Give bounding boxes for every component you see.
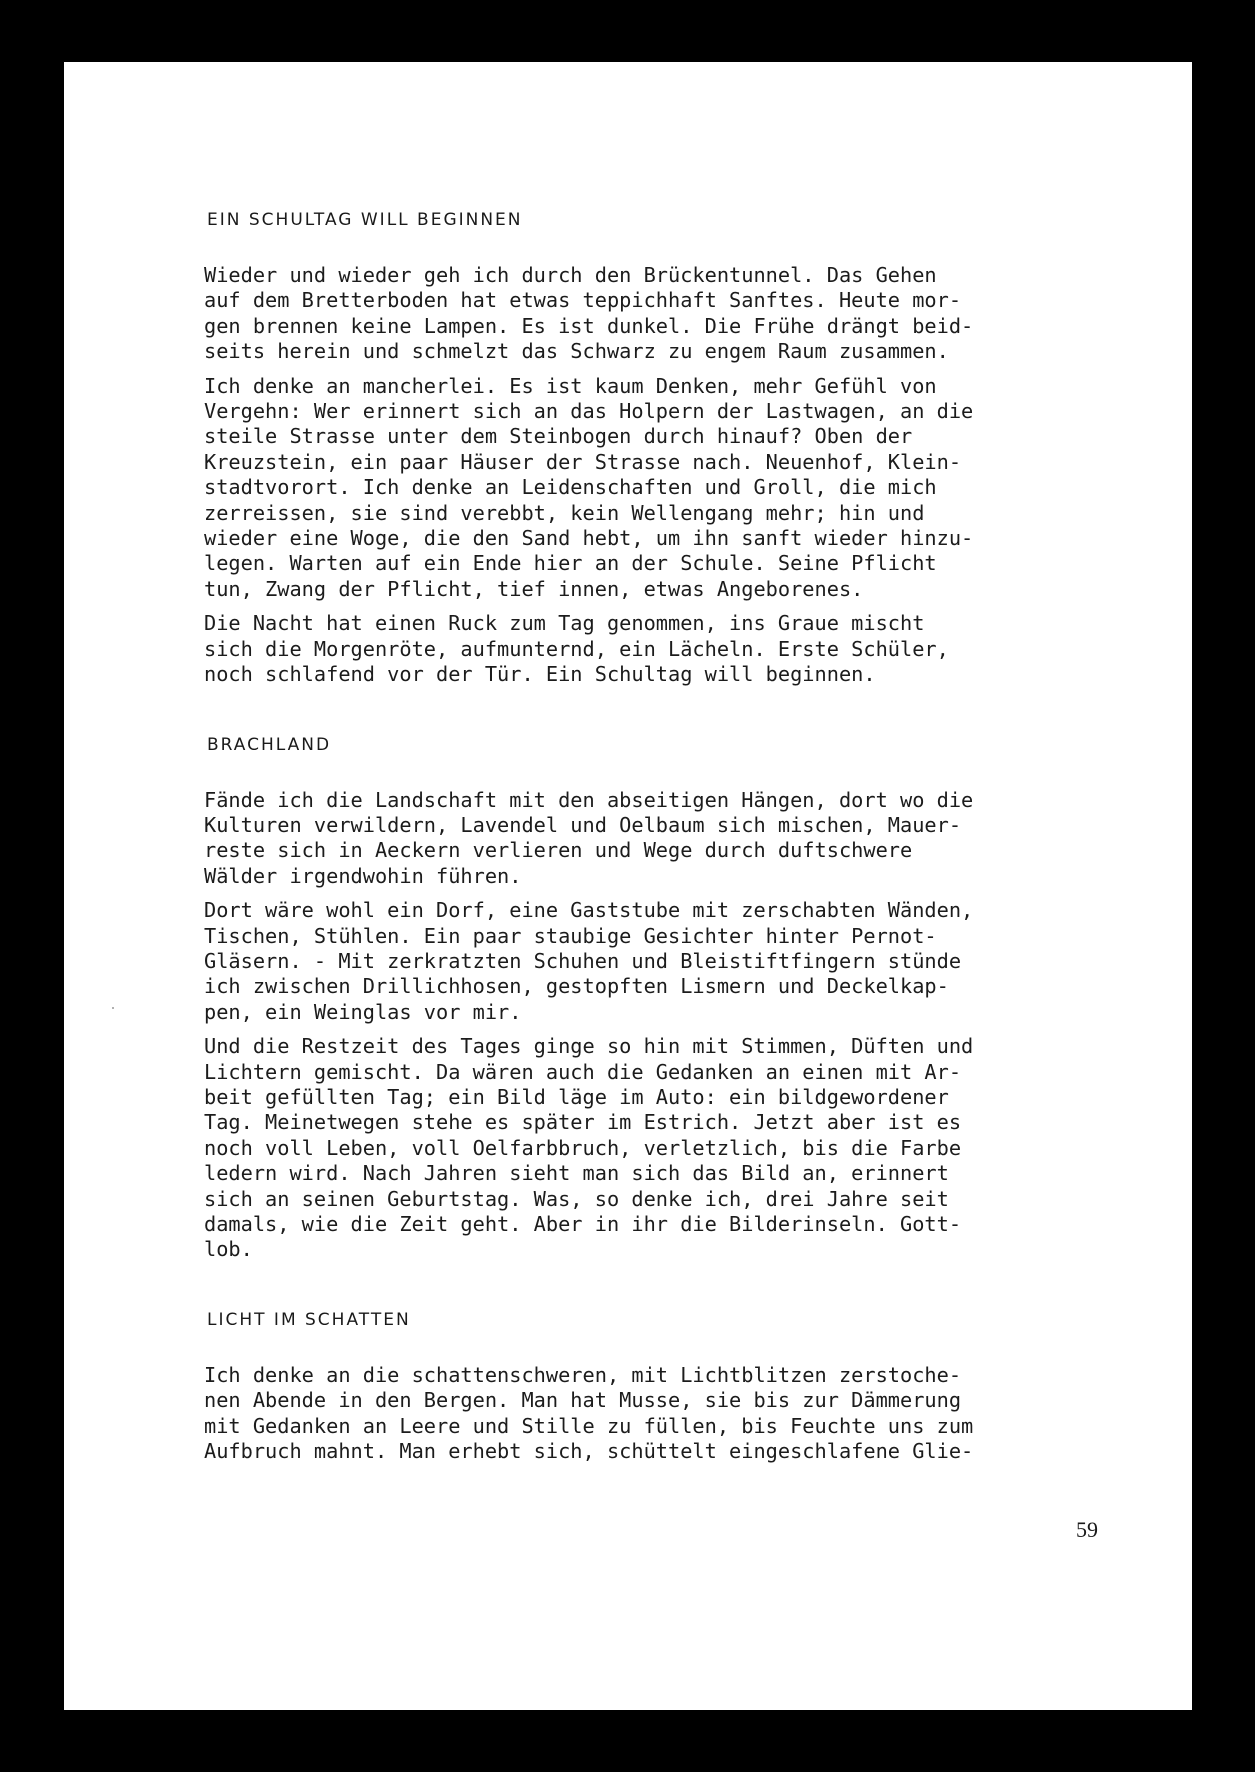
text-line: nen Abende in den Bergen. Man hat Musse, sie bis zur Dämmerung — [204, 1388, 962, 1413]
text-line: ledern wird. Nach Jahren sieht man sich das Bild an, erinnert — [204, 1161, 949, 1186]
text-line: Ich denke an mancherlei. Es ist kaum Denken, mehr Gefühl von — [204, 373, 937, 398]
text-line: wieder eine Woge, die den Sand hebt, um ihn sanft wieder hinzu- — [204, 526, 974, 551]
text-line: tun, Zwang der Pflicht, tief innen, etwas Angeborenes. — [204, 576, 864, 601]
text-line: Wieder und wieder geh ich durch den Brückentunnel. Das Gehen — [204, 263, 937, 287]
section-licht-im-schatten — [204, 1310, 1169, 1465]
scan-speck — [112, 1007, 114, 1009]
text-line: legen. Warten auf ein Ende hier an der Schule. Seine Pflicht — [204, 551, 937, 576]
section-brachland — [204, 735, 1169, 1263]
text-line: damals, wie die Zeit geht. Aber in ihr die Bilderinseln. Gott- — [204, 1212, 962, 1236]
section-title: LICHT IM SCHATTEN — [207, 1309, 411, 1330]
text-line: sich an seinen Geburtstag. Was, so denke ich, drei Jahre seit — [204, 1186, 949, 1211]
text-line: noch schlafend vor der Tür. Ein Schultag will beginnen. — [204, 662, 876, 687]
text-line: lob. — [204, 1237, 253, 1262]
paragraph — [204, 611, 1169, 687]
text-line: Lichtern gemischt. Da wären auch die Gedanken an einen mit Ar- — [204, 1059, 962, 1084]
text-line: gen brennen keine Lampen. Es ist dunkel. Die Frühe drängt beid- — [204, 313, 974, 338]
paragraph — [204, 263, 1169, 365]
text-line: Gläsern. - Mit zerkratzten Schuhen und Bleistiftfingern stünde — [204, 948, 962, 973]
text-line: Vergehn: Wer erinnert sich an das Holpern der Lastwagen, an die — [204, 399, 974, 424]
text-line: zerreissen, sie sind verebbt, kein Wellengang mehr; hin und — [204, 500, 925, 525]
text-line: Wälder irgendwohin führen. — [204, 863, 522, 888]
text-line: Die Nacht hat einen Ruck zum Tag genommen, ins Graue mischt — [204, 611, 925, 636]
text-line: Ich denke an die schattenschweren, mit Lichtblitzen zerstoche- — [204, 1362, 962, 1387]
text-line: ich zwischen Drillichhosen, gestopften Lismern und Deckelkap- — [204, 974, 949, 999]
text-line: Tag. Meinetwegen stehe es später im Estrich. Jetzt aber ist es — [204, 1110, 962, 1135]
text-line: reste sich in Aeckern verlieren und Wege durch duftschwere — [204, 838, 913, 863]
paragraph — [204, 1034, 1169, 1263]
page-number: 59 — [1076, 1517, 1098, 1542]
text-line: Aufbruch mahnt. Man erhebt sich, schüttelt eingeschlafene Glie- — [204, 1439, 974, 1464]
text-line: noch voll Leben, voll Oelfarbbruch, verletzlich, bis die Farbe — [204, 1135, 962, 1160]
text-line: Kulturen verwildern, Lavendel und Oelbaum sich mischen, Mauer- — [204, 812, 962, 837]
text-line: Und die Restzeit des Tages ginge so hin mit Stimmen, Düften und — [204, 1034, 974, 1059]
text-line: sich die Morgenröte, aufmunternd, ein Lächeln. Erste Schüler, — [204, 636, 949, 661]
section-ein-schultag — [204, 210, 1169, 688]
text-line: stadtvorort. Ich denke an Leidenschaften und Groll, die mich — [204, 475, 937, 500]
section-title: BRACHLAND — [207, 734, 332, 755]
paragraph — [204, 1363, 1169, 1465]
text-line: pen, ein Weinglas vor mir. — [204, 999, 522, 1024]
paragraph — [204, 898, 1169, 1025]
text-line: steile Strasse unter dem Steinbogen durch hinauf? Oben der — [204, 424, 913, 449]
page-content — [204, 210, 1169, 1511]
text-line: beit gefüllten Tag; ein Bild läge im Auto: ein bildgewordener — [204, 1084, 949, 1109]
text-line: Tischen, Stühlen. Ein paar staubige Gesichter hinter Pernot- — [204, 923, 937, 948]
paragraph — [204, 788, 1169, 890]
section-title: EIN SCHULTAG WILL BEGINNEN — [207, 210, 523, 230]
text-line: seits herein und schmelzt das Schwarz zu engem Raum zusammen. — [204, 339, 949, 364]
text-line: Fände ich die Landschaft mit den abseitigen Hängen, dort wo die — [204, 787, 974, 812]
text-line: Kreuzstein, ein paar Häuser der Strasse nach. Neuenhof, Klein- — [204, 449, 962, 474]
document-page — [64, 62, 1192, 1710]
text-line: Dort wäre wohl ein Dorf, eine Gaststube mit zerschabten Wänden, — [204, 898, 974, 923]
text-line: mit Gedanken an Leere und Stille zu füllen, bis Feuchte uns zum — [204, 1413, 974, 1438]
text-line: auf dem Bretterboden hat etwas teppichhaft Sanftes. Heute mor- — [204, 288, 962, 313]
paragraph — [204, 374, 1169, 603]
